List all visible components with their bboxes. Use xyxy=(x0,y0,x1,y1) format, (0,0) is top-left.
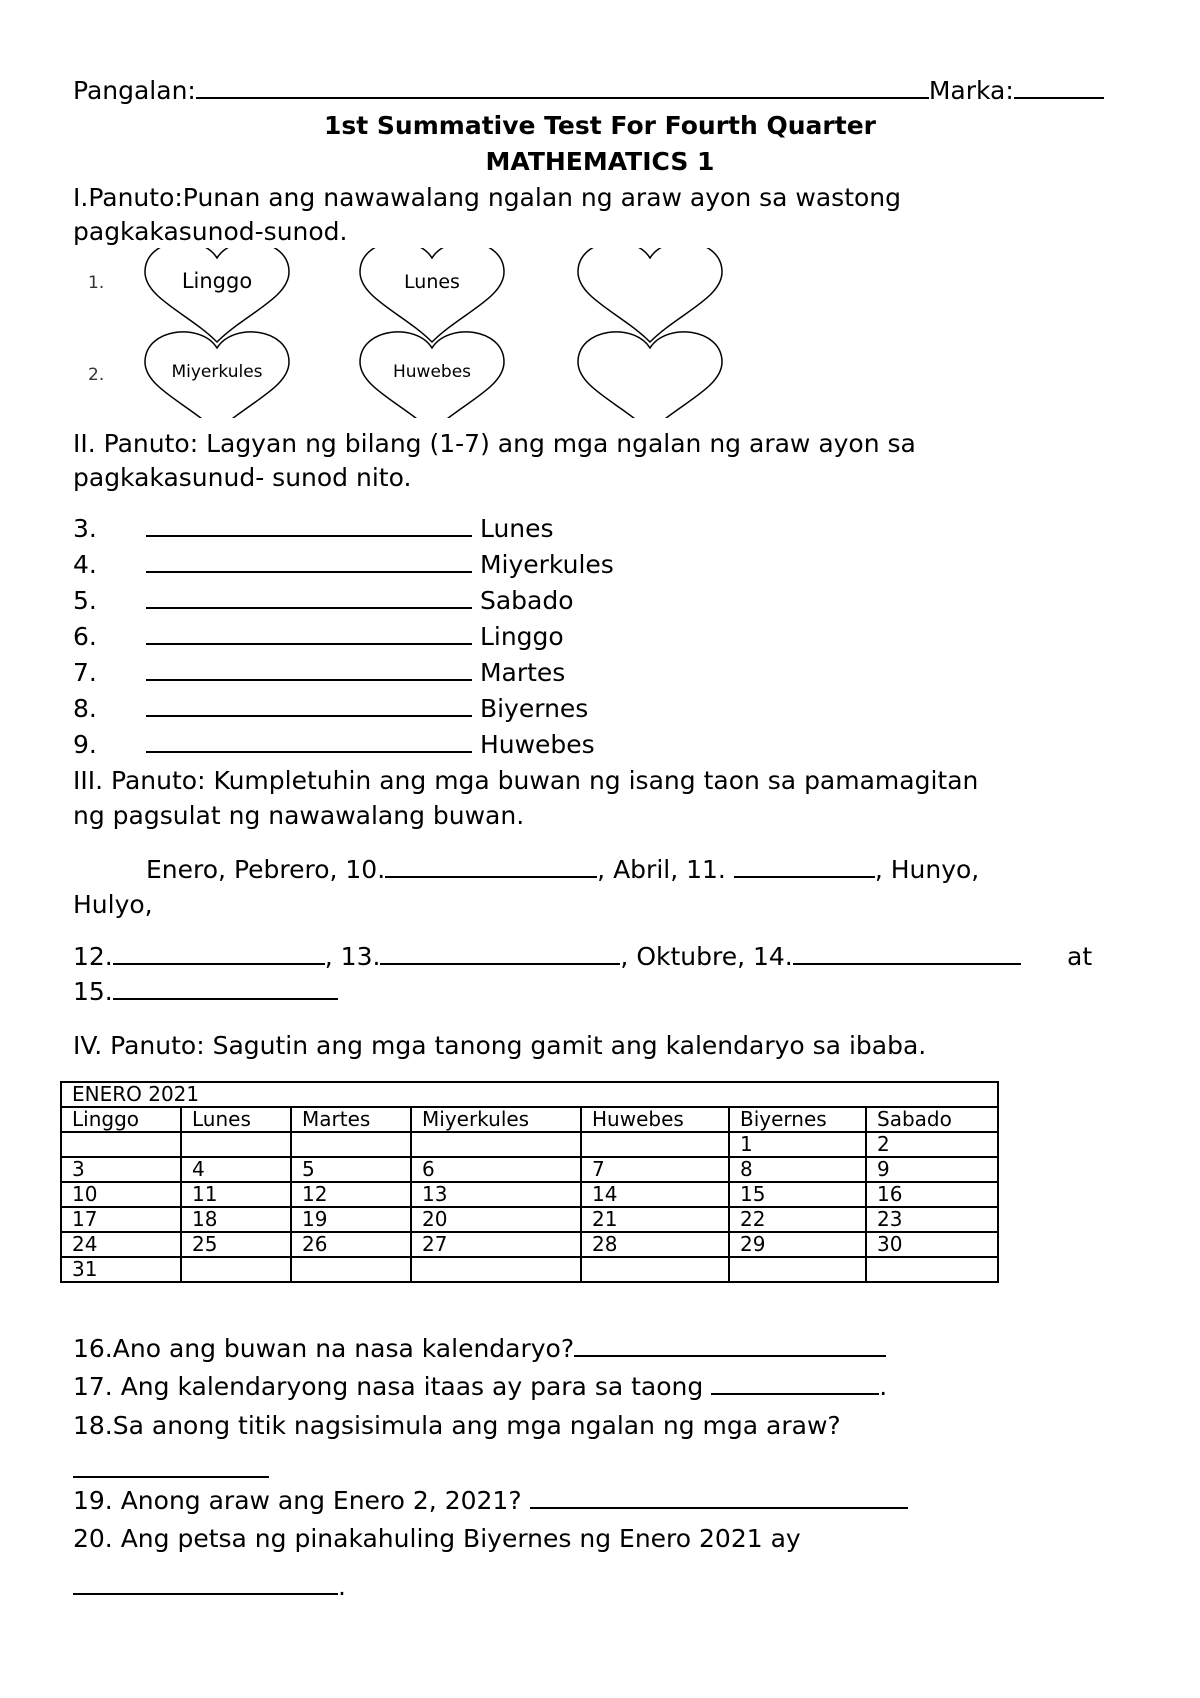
calendar-cell xyxy=(411,1257,581,1282)
months-segment: 15. xyxy=(73,977,113,1006)
part4-instruction: IV. Panuto: Sagutin ang mga tanong gamit ang kalendaryo sa ibaba. xyxy=(73,1031,927,1060)
heart-answer-2[interactable] xyxy=(578,332,722,418)
calendar-header: Huwebes xyxy=(581,1107,729,1132)
calendar-cell xyxy=(181,1257,291,1282)
calendar-cell: 17 xyxy=(61,1207,181,1232)
item-number: 4. xyxy=(73,550,97,579)
calendar-cell xyxy=(291,1257,411,1282)
calendar-cell: 19 xyxy=(291,1207,411,1232)
day-name: Miyerkules xyxy=(479,550,614,579)
ordering-item-8 xyxy=(73,692,588,726)
answer-blank-18[interactable] xyxy=(73,1454,269,1478)
part3-instruction-1: III. Panuto: Kumpletuhin ang mga buwan ng isang taon sa pamamagitan xyxy=(73,766,979,795)
question-text: 16.Ano ang buwan na nasa kalendaryo? xyxy=(73,1334,575,1363)
calendar-header: Miyerkules xyxy=(411,1107,581,1132)
heart-lunes-label: Lunes xyxy=(404,271,460,293)
answer-blank[interactable] xyxy=(146,513,472,537)
answer-blank[interactable] xyxy=(146,657,472,681)
calendar-cell: 30 xyxy=(866,1232,998,1257)
answer-blank[interactable] xyxy=(146,621,472,645)
calendar-cell xyxy=(866,1257,998,1282)
months-segment: , Abril, 11. xyxy=(597,855,726,884)
calendar-cell: 14 xyxy=(581,1182,729,1207)
ordering-item-6 xyxy=(73,620,564,654)
heart-row-2-number: 2. xyxy=(88,365,105,385)
calendar-cell: 29 xyxy=(729,1232,866,1257)
calendar-cell: 27 xyxy=(411,1232,581,1257)
day-name: Sabado xyxy=(479,586,574,615)
question-text: 19. Anong araw ang Enero 2, 2021? xyxy=(73,1486,522,1515)
calendar-cell: 16 xyxy=(866,1182,998,1207)
calendar-week-row xyxy=(61,1207,998,1232)
calendar-cell xyxy=(411,1132,581,1157)
question-16 xyxy=(73,1332,886,1366)
calendar-cell: 8 xyxy=(729,1157,866,1182)
answer-blank[interactable] xyxy=(146,585,472,609)
day-name: Huwebes xyxy=(479,730,595,759)
ordering-item-7 xyxy=(73,656,565,690)
item-number: 3. xyxy=(73,514,97,543)
heart-answer-1[interactable] xyxy=(578,248,722,342)
day-name: Martes xyxy=(479,658,566,687)
item-number: 7. xyxy=(73,658,97,687)
calendar-cell: 2 xyxy=(866,1132,998,1157)
calendar-week-row xyxy=(61,1182,998,1207)
calendar-header: Lunes xyxy=(181,1107,291,1132)
ordering-item-5 xyxy=(73,584,574,618)
answer-blank-17[interactable] xyxy=(711,1371,879,1395)
calendar-cell: 18 xyxy=(181,1207,291,1232)
months-at: at xyxy=(1067,942,1093,971)
part1-instruction-2: pagkakasunod-sunod. xyxy=(73,217,348,246)
test-title: 1st Summative Test For Fourth Quarter xyxy=(324,111,876,140)
day-name: Linggo xyxy=(479,622,564,651)
months-line-4 xyxy=(73,975,338,1009)
heart-lunes xyxy=(360,248,504,342)
calendar-cell xyxy=(581,1257,729,1282)
calendar-cell: 10 xyxy=(61,1182,181,1207)
calendar-cell xyxy=(181,1132,291,1157)
name-label: Pangalan: xyxy=(73,76,196,105)
day-name: Lunes xyxy=(479,514,554,543)
calendar-cell: 6 xyxy=(411,1157,581,1182)
day-name: Biyernes xyxy=(479,694,589,723)
calendar-cell: 11 xyxy=(181,1182,291,1207)
calendar-cell: 12 xyxy=(291,1182,411,1207)
calendar-week-row xyxy=(61,1232,998,1257)
name-score-line xyxy=(73,74,1104,108)
heart-linggo-label: Linggo xyxy=(181,269,253,293)
question-19 xyxy=(73,1484,908,1518)
heart-huwebes-label: Huwebes xyxy=(392,362,472,382)
ordering-item-4 xyxy=(73,548,614,582)
answer-blank[interactable] xyxy=(146,549,472,573)
calendar-cell xyxy=(61,1132,181,1157)
heart-linggo xyxy=(145,248,289,342)
calendar-cell: 1 xyxy=(729,1132,866,1157)
calendar-header: Linggo xyxy=(61,1107,181,1132)
score-label: Marka: xyxy=(928,76,1014,105)
part3-instruction-2: ng pagsulat ng nawawalang buwan. xyxy=(73,801,525,830)
months-segment: , Oktubre, 14. xyxy=(620,942,793,971)
months-line-1 xyxy=(146,853,979,887)
question-18: 18.Sa anong titik nagsisimula ang mga ngalan ng mga araw? xyxy=(73,1411,841,1440)
question-period: . xyxy=(338,1572,346,1601)
calendar-cell: 15 xyxy=(729,1182,866,1207)
calendar-cell: 3 xyxy=(61,1157,181,1182)
question-period: . xyxy=(879,1372,888,1401)
ordering-item-9 xyxy=(73,728,595,762)
answer-blank-14[interactable] xyxy=(793,941,1021,965)
calendar-cell: 28 xyxy=(581,1232,729,1257)
calendar-cell: 5 xyxy=(291,1157,411,1182)
calendar-cell: 26 xyxy=(291,1232,411,1257)
answer-blank-11[interactable] xyxy=(734,854,875,878)
calendar-cell: 4 xyxy=(181,1157,291,1182)
item-number: 8. xyxy=(73,694,97,723)
calendar-cell: 23 xyxy=(866,1207,998,1232)
calendar-table xyxy=(60,1081,999,1283)
calendar-header-row xyxy=(61,1107,998,1132)
heart-miyerkules-label: Miyerkules xyxy=(171,362,263,382)
months-line-2: Hulyo, xyxy=(73,890,153,919)
months-line-3 xyxy=(73,940,1021,974)
months-segment: , 13. xyxy=(324,942,381,971)
calendar-header: Sabado xyxy=(866,1107,998,1132)
calendar-cell: 24 xyxy=(61,1232,181,1257)
calendar-header: Martes xyxy=(291,1107,411,1132)
part2-instruction-1: II. Panuto: Lagyan ng bilang (1-7) ang mga ngalan ng araw ayon sa xyxy=(73,429,916,458)
heart-huwebes xyxy=(360,332,504,418)
answer-blank-10[interactable] xyxy=(385,854,597,878)
question-20: 20. Ang petsa ng pinakahuling Biyernes ng Enero 2021 ay xyxy=(73,1524,801,1553)
answer-blank-12[interactable] xyxy=(113,941,325,965)
calendar-cell xyxy=(729,1257,866,1282)
question-20-answer xyxy=(73,1570,346,1604)
hearts-diagram xyxy=(80,248,760,418)
score-blank[interactable] xyxy=(1014,75,1104,99)
item-number: 5. xyxy=(73,586,97,615)
question-17 xyxy=(73,1370,887,1404)
calendar-title: ENERO 2021 xyxy=(61,1082,998,1107)
item-number: 6. xyxy=(73,622,97,651)
question-18-answer xyxy=(73,1453,269,1487)
calendar-cell xyxy=(581,1132,729,1157)
part2-instruction-2: pagkakasunud- sunod nito. xyxy=(73,463,412,492)
item-number: 9. xyxy=(73,730,97,759)
calendar-week-row xyxy=(61,1257,998,1282)
calendar-cell: 7 xyxy=(581,1157,729,1182)
subject-title: MATHEMATICS 1 xyxy=(485,147,715,176)
answer-blank[interactable] xyxy=(146,729,472,753)
calendar-cell: 25 xyxy=(181,1232,291,1257)
months-segment: 12. xyxy=(73,942,113,971)
calendar-header: Biyernes xyxy=(729,1107,866,1132)
question-text: 17. Ang kalendaryong nasa itaas ay para sa taong xyxy=(73,1372,704,1401)
heart-row-1-number: 1. xyxy=(88,273,105,293)
answer-blank-13[interactable] xyxy=(380,941,620,965)
calendar-week-row xyxy=(61,1132,998,1157)
calendar-week-row xyxy=(61,1157,998,1182)
ordering-item-3 xyxy=(73,512,554,546)
months-segment: , Hunyo, xyxy=(874,855,980,884)
answer-blank[interactable] xyxy=(146,693,472,717)
answer-blank-20[interactable] xyxy=(73,1571,338,1595)
months-segment: Enero, Pebrero, 10. xyxy=(146,855,386,884)
answer-blank-15[interactable] xyxy=(113,976,338,1000)
answer-blank-19[interactable] xyxy=(530,1485,908,1509)
heart-miyerkules xyxy=(145,332,289,418)
calendar-cell: 20 xyxy=(411,1207,581,1232)
calendar-cell: 31 xyxy=(61,1257,181,1282)
answer-blank-16[interactable] xyxy=(574,1333,886,1357)
calendar-cell xyxy=(291,1132,411,1157)
calendar-cell: 9 xyxy=(866,1157,998,1182)
name-blank[interactable] xyxy=(196,75,929,99)
calendar-cell: 13 xyxy=(411,1182,581,1207)
calendar-cell: 22 xyxy=(729,1207,866,1232)
calendar-cell: 21 xyxy=(581,1207,729,1232)
part1-instruction-1: I.Panuto:Punan ang nawawalang ngalan ng araw ayon sa wastong xyxy=(73,183,902,212)
